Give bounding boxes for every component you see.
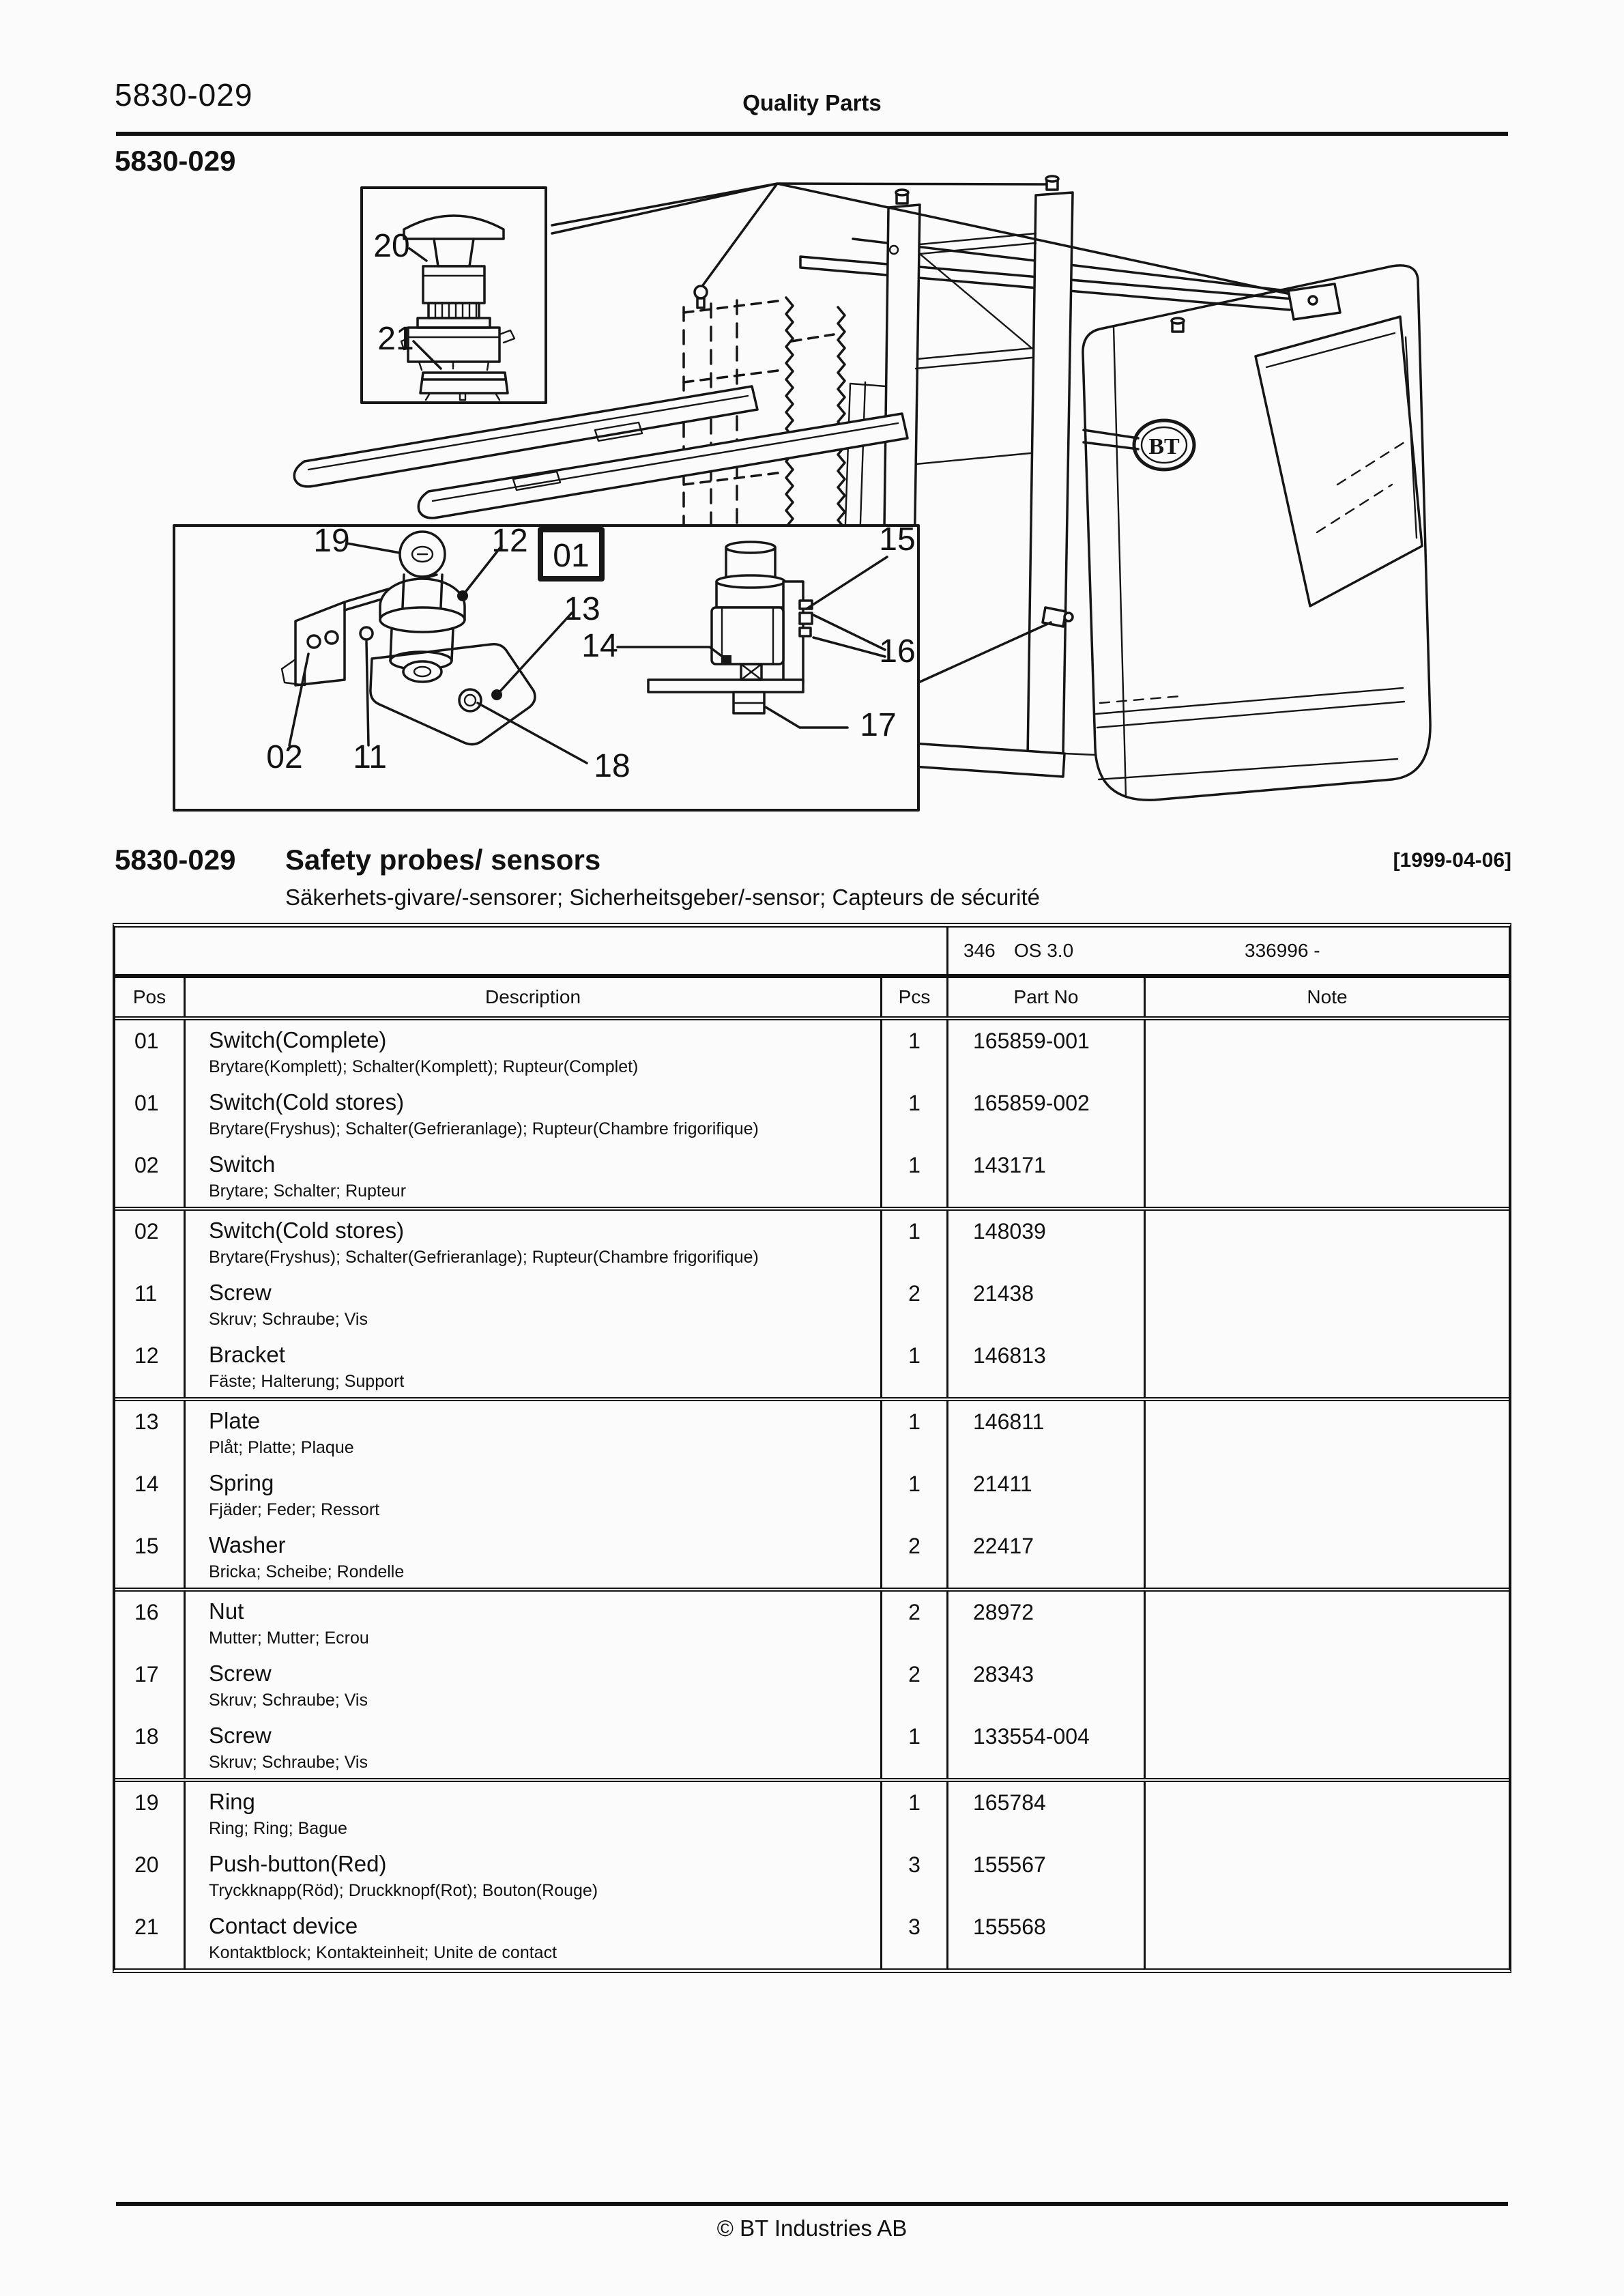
table-row — [115, 1145, 1509, 1207]
page-title: Safety probes/ sensors — [285, 844, 601, 876]
cell-pcs: 2 — [880, 1273, 946, 1335]
cell-sub: Brytare(Fryshus); Schalter(Gefrieranlage); Rupteur(Chambre frigorifique) — [209, 1119, 759, 1138]
cell-note — [1144, 1654, 1509, 1716]
page-header-code: 5830-029 — [115, 77, 253, 113]
cell-pos: 02 — [134, 1153, 159, 1177]
table-row — [115, 1082, 1509, 1145]
cell-sub: Skruv; Schraube; Vis — [209, 1753, 368, 1772]
callout-12: 12 — [491, 523, 528, 559]
cell-sub: Kontaktblock; Kontakteinheit; Unite de contact — [209, 1943, 557, 1962]
cell-sub: Ring; Ring; Bague — [209, 1819, 347, 1838]
forks — [294, 386, 908, 518]
cell-name: Washer — [209, 1532, 286, 1558]
cell-pcs: 3 — [880, 1844, 946, 1906]
cell-part-no: 143171 — [946, 1145, 1144, 1207]
cell-note — [1144, 1211, 1509, 1273]
cell-note — [1144, 1592, 1509, 1654]
model-os: OS 3.0 — [1014, 940, 1074, 961]
cell-note — [1144, 1844, 1509, 1906]
section-code: 5830-029 — [115, 145, 236, 177]
cell-part-no: 165859-002 — [946, 1082, 1144, 1145]
cell-part-no: 155568 — [946, 1906, 1144, 1968]
model-number: 346 — [963, 940, 996, 961]
col-pcs: Pcs — [880, 978, 946, 1016]
cell-pcs: 1 — [880, 1782, 946, 1844]
callout-13: 13 — [564, 591, 600, 627]
cell-name: Screw — [209, 1723, 272, 1748]
cell-name: Screw — [209, 1280, 272, 1305]
callout-01: 01 — [553, 538, 590, 574]
callout-18: 18 — [594, 748, 630, 784]
cell-pos: 19 — [134, 1790, 159, 1815]
cell-sub: Brytare(Fryshus); Schalter(Gefrieranlage); Rupteur(Chambre frigorifique) — [209, 1248, 759, 1267]
cell-pos: 02 — [134, 1219, 159, 1244]
cell-pcs: 1 — [880, 1145, 946, 1207]
callout-20: 20 — [373, 228, 410, 264]
table-row — [115, 1335, 1509, 1397]
callout-21: 21 — [377, 321, 414, 357]
callout-11: 11 — [353, 739, 387, 775]
table-row — [115, 1463, 1509, 1525]
cell-pcs: 1 — [880, 1082, 946, 1145]
cell-sub: Brytare; Schalter; Rupteur — [209, 1181, 407, 1201]
cell-pos: 16 — [134, 1600, 159, 1624]
cell-pcs: 2 — [880, 1654, 946, 1716]
cell-name: Bracket — [209, 1342, 285, 1367]
cell-pcs: 1 — [880, 1211, 946, 1273]
table-row — [115, 1654, 1509, 1716]
cell-pcs: 1 — [880, 1716, 946, 1778]
cell-part-no: 21411 — [946, 1463, 1144, 1525]
cell-note — [1144, 1463, 1509, 1525]
cell-pcs: 2 — [880, 1525, 946, 1588]
page-header-title: Quality Parts — [742, 90, 882, 115]
footer-rule — [116, 2202, 1508, 2206]
cell-note — [1144, 1273, 1509, 1335]
footer-copyright: © BT Industries AB — [716, 2215, 908, 2241]
table-row — [115, 1844, 1509, 1906]
cell-note — [1144, 1145, 1509, 1207]
model-band-empty — [115, 928, 946, 974]
cell-part-no: 155567 — [946, 1844, 1144, 1906]
cell-sub: Brytare(Komplett); Schalter(Komplett); Rupteur(Complet) — [209, 1057, 639, 1076]
cell-sub: Tryckknapp(Röd); Druckknopf(Rot); Bouton(Rouge) — [209, 1881, 598, 1900]
mast-front-upright — [1028, 192, 1073, 758]
cell-note — [1144, 1335, 1509, 1397]
cell-note — [1144, 1401, 1509, 1463]
cell-sub: Plåt; Platte; Plaque — [209, 1438, 354, 1457]
cell-part-no: 148039 — [946, 1211, 1144, 1273]
cell-note — [1144, 1020, 1509, 1082]
cell-note — [1144, 1906, 1509, 1968]
cell-name: Screw — [209, 1661, 272, 1686]
cell-part-no: 146813 — [946, 1335, 1144, 1397]
table-row — [115, 1906, 1509, 1968]
cell-pos: 21 — [134, 1914, 159, 1939]
table-row — [115, 1716, 1509, 1778]
cell-sub: Mutter; Mutter; Ecrou — [209, 1628, 369, 1648]
table-row — [115, 1778, 1509, 1844]
cell-name: Switch(Cold stores) — [209, 1089, 405, 1115]
cell-name: Switch — [209, 1151, 276, 1177]
table-row — [115, 1273, 1509, 1335]
callout-19: 19 — [313, 523, 350, 559]
col-note: Note — [1144, 978, 1509, 1016]
cell-part-no: 133554-004 — [946, 1716, 1144, 1778]
cell-pcs: 1 — [880, 1401, 946, 1463]
col-part-no: Part No — [946, 978, 1144, 1016]
cell-pos: 17 — [134, 1662, 159, 1687]
header-rule — [116, 132, 1508, 136]
cell-name: Plate — [209, 1408, 261, 1433]
model-band — [115, 928, 1509, 978]
cell-name: Push-button(Red) — [209, 1851, 387, 1876]
title-subtitle: Säkerhets-givare/-sensorer; Sicherheitsgeber/-sensor; Capteurs de sécurité — [285, 885, 1041, 910]
callout-17: 17 — [860, 707, 897, 743]
cell-part-no: 165859-001 — [946, 1020, 1144, 1082]
table-header — [115, 978, 1509, 1020]
cell-pcs: 1 — [880, 1463, 946, 1525]
cell-part-no: 165784 — [946, 1782, 1144, 1844]
cell-name: Spring — [209, 1470, 274, 1495]
cell-pos: 01 — [134, 1029, 159, 1053]
cell-pos: 14 — [134, 1472, 159, 1496]
cell-name: Nut — [209, 1598, 244, 1624]
callout-14: 14 — [581, 628, 618, 664]
bt-logo-text: BT — [1148, 434, 1180, 459]
exploded-diagram — [0, 164, 1624, 840]
cell-sub: Bricka; Scheibe; Rondelle — [209, 1562, 405, 1581]
cell-part-no: 28343 — [946, 1654, 1144, 1716]
cell-name: Switch(Cold stores) — [209, 1218, 405, 1243]
cell-pcs: 2 — [880, 1592, 946, 1654]
title-date: [1999-04-06] — [1393, 849, 1511, 872]
cell-pos: 13 — [134, 1409, 159, 1434]
cell-name: Ring — [209, 1789, 255, 1814]
cell-part-no: 21438 — [946, 1273, 1144, 1335]
callout-15: 15 — [879, 521, 916, 558]
inset-box-switch-assembly — [174, 521, 918, 810]
cell-note — [1144, 1525, 1509, 1588]
cell-note — [1144, 1716, 1509, 1778]
cell-sub: Fäste; Halterung; Support — [209, 1372, 405, 1391]
cell-sub: Skruv; Schraube; Vis — [209, 1310, 368, 1329]
cell-pcs: 3 — [880, 1906, 946, 1968]
table-row — [115, 1207, 1509, 1273]
callout-02: 02 — [266, 739, 303, 775]
cell-sub: Skruv; Schraube; Vis — [209, 1691, 368, 1710]
cell-pos: 18 — [134, 1724, 159, 1749]
cell-pos: 20 — [134, 1852, 159, 1877]
cell-name: Switch(Complete) — [209, 1027, 387, 1052]
cell-part-no: 146811 — [946, 1401, 1144, 1463]
cell-pos: 15 — [134, 1534, 159, 1558]
title-code: 5830-029 — [115, 844, 236, 876]
col-description: Description — [184, 978, 880, 1016]
table-row — [115, 1397, 1509, 1463]
cell-sub: Fjäder; Feder; Ressort — [209, 1500, 380, 1519]
cell-note — [1144, 1082, 1509, 1145]
callout-16: 16 — [879, 633, 916, 670]
cell-pcs: 1 — [880, 1020, 946, 1082]
cell-pcs: 1 — [880, 1335, 946, 1397]
col-pos: Pos — [132, 986, 166, 1007]
parts-table — [113, 923, 1511, 1973]
cell-name: Contact device — [209, 1913, 358, 1938]
table-row — [115, 1588, 1509, 1654]
table-row — [115, 1525, 1509, 1588]
cell-pos: 12 — [134, 1343, 159, 1368]
cell-pos: 11 — [134, 1281, 158, 1306]
cell-note — [1144, 1782, 1509, 1844]
inset-box-pushbutton — [362, 188, 546, 403]
cell-part-no: 22417 — [946, 1525, 1144, 1588]
model-serial: 336996 - — [1245, 940, 1320, 961]
cell-part-no: 28972 — [946, 1592, 1144, 1654]
table-row — [115, 1020, 1509, 1082]
cell-pos: 01 — [134, 1091, 159, 1115]
